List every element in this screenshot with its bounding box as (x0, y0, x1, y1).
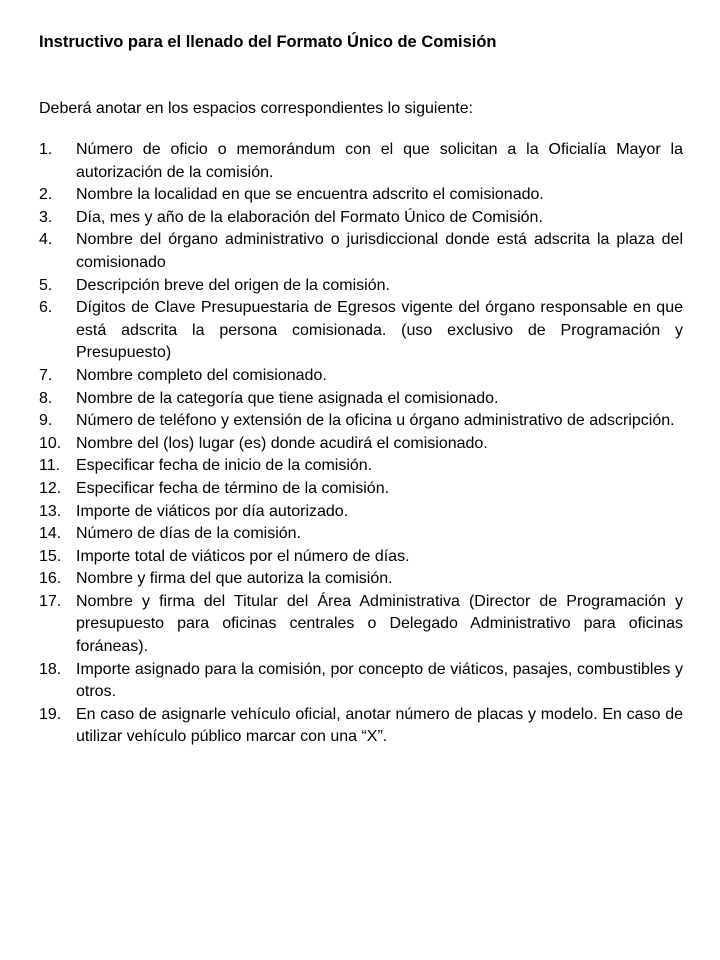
list-item-number: 2. (39, 186, 53, 204)
list-item-number: 18. (39, 660, 62, 678)
list-item-number: 4. (39, 231, 53, 249)
list-item (39, 365, 683, 388)
list-item-number: 13. (39, 502, 62, 520)
document-page (39, 32, 683, 749)
list-item-text: Especificar fecha de término de la comisión. (76, 479, 390, 497)
list-item-text: Número de oficio o memorándum con el que solicitan a la Oficialía Mayor la autorización de la comisión. (76, 141, 683, 181)
list-item-text: Número de días de la comisión. (76, 525, 301, 543)
list-item-text: Nombre del órgano administrativo o jurisdiccional donde está adscrita la plaza del comisionado (76, 231, 683, 271)
list-item (39, 410, 683, 433)
list-item-text: Nombre la localidad en que se encuentra adscrito el comisionado. (76, 186, 544, 204)
list-item (39, 184, 683, 207)
list-item (39, 297, 683, 365)
list-item-number: 16. (39, 570, 62, 588)
list-item (39, 433, 683, 456)
list-item-number: 14. (39, 525, 62, 543)
list-item-number: 3. (39, 208, 53, 226)
list-item (39, 704, 683, 749)
list-item-number: 15. (39, 547, 62, 565)
list-item-text: Especificar fecha de inicio de la comisión. (76, 457, 373, 475)
list-item (39, 591, 683, 659)
list-item (39, 501, 683, 524)
list-item-text: Nombre del (los) lugar (es) donde acudirá el comisionado. (76, 434, 488, 452)
list-item-text: Importe total de viáticos por el número de días. (76, 547, 410, 565)
list-item-text: Nombre completo del comisionado. (76, 366, 327, 384)
list-item (39, 275, 683, 298)
instruction-list (39, 139, 683, 749)
list-item-number: 11. (39, 457, 61, 475)
list-item-number: 10. (39, 434, 62, 452)
list-item (39, 455, 683, 478)
list-item (39, 207, 683, 230)
list-item (39, 388, 683, 411)
list-item-text: Importe de viáticos por día autorizado. (76, 502, 349, 520)
list-item-number: 6. (39, 299, 53, 317)
list-item-number: 9. (39, 412, 53, 430)
list-item (39, 478, 683, 501)
list-item-text: En caso de asignarle vehículo oficial, anotar número de placas y modelo. En caso de utilizar vehículo público marcar con una “X”. (76, 705, 683, 746)
list-item (39, 523, 683, 546)
list-item-text: Nombre de la categoría que tiene asignada el comisionado. (76, 389, 499, 407)
list-item-text: Importe asignado para la comisión, por concepto de viáticos, pasajes, combustibles y otros. (76, 660, 683, 701)
list-item (39, 659, 683, 704)
list-item (39, 229, 683, 274)
list-item-number: 5. (39, 276, 53, 294)
list-item (39, 546, 683, 569)
list-item-number: 8. (39, 389, 53, 407)
list-item-number: 12. (39, 479, 62, 497)
list-item-number: 1. (39, 141, 53, 158)
list-item-text: Nombre y firma del que autoriza la comisión. (76, 570, 393, 588)
list-item-text: Número de teléfono y extensión de la oficina u órgano administrativo de adscripción. (76, 412, 675, 430)
intro-text: Deberá anotar en los espacios correspondientes lo siguiente: (39, 100, 474, 117)
list-item-text: Descripción breve del origen de la comisión. (76, 276, 390, 294)
list-item-text: Nombre y firma del Titular del Área Administrativa (Director de Programación y presupuesto para oficinas centrales o Delegado Administrativo para oficinas foráneas). (76, 592, 683, 656)
document-title: Instructivo para el llenado del Formato Único de Comisión (39, 33, 497, 51)
list-item-number: 19. (39, 705, 62, 723)
list-item-text: Dígitos de Clave Presupuestaria de Egresos vigente del órgano responsable en que está adscrita la persona comisionada. (uso exclusivo de Programación y Presupuesto) (76, 299, 683, 362)
list-item (39, 568, 683, 591)
list-item-number: 17. (39, 592, 62, 610)
list-item (39, 139, 683, 184)
list-item-number: 7. (39, 366, 53, 384)
list-item-text: Día, mes y año de la elaboración del Formato Único de Comisión. (76, 208, 543, 226)
